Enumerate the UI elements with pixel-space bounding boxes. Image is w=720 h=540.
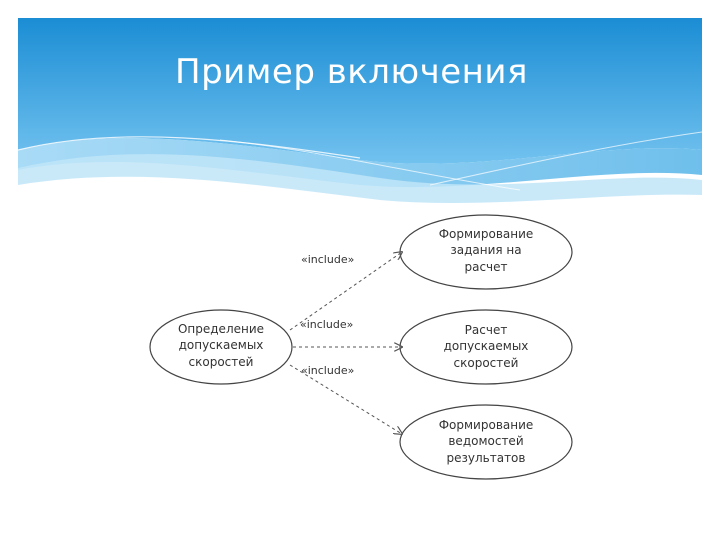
include-stereotype-1: «include» <box>301 253 355 266</box>
included-use-case-1-line-1: Формирование <box>438 227 534 241</box>
included-use-case-1-line-2: задания на <box>450 243 522 257</box>
base-use-case-line-3: скоростей <box>188 355 254 369</box>
included-use-case-1 <box>400 215 572 289</box>
base-use-case <box>150 310 292 384</box>
include-stereotype-2: «include» <box>300 318 354 331</box>
base-use-case-line-1: Определение <box>177 322 265 336</box>
included-use-case-2-line-3: скоростей <box>453 356 519 370</box>
included-use-case-2-line-1: Расчет <box>464 323 508 337</box>
included-use-case-2 <box>400 310 572 384</box>
slide-title: Пример включения <box>175 52 528 92</box>
included-use-case-2-line-2: допускаемых <box>443 339 529 353</box>
included-use-case-3-line-2: ведомостей <box>448 434 524 448</box>
include-stereotype-3: «include» <box>301 364 355 377</box>
included-use-case-3 <box>400 405 572 479</box>
included-use-case-1-line-3: расчет <box>464 260 508 274</box>
included-use-case-3-line-3: результатов <box>446 451 526 465</box>
included-use-case-3-line-1: Формирование <box>438 418 534 432</box>
base-use-case-line-2: допускаемых <box>178 338 264 352</box>
